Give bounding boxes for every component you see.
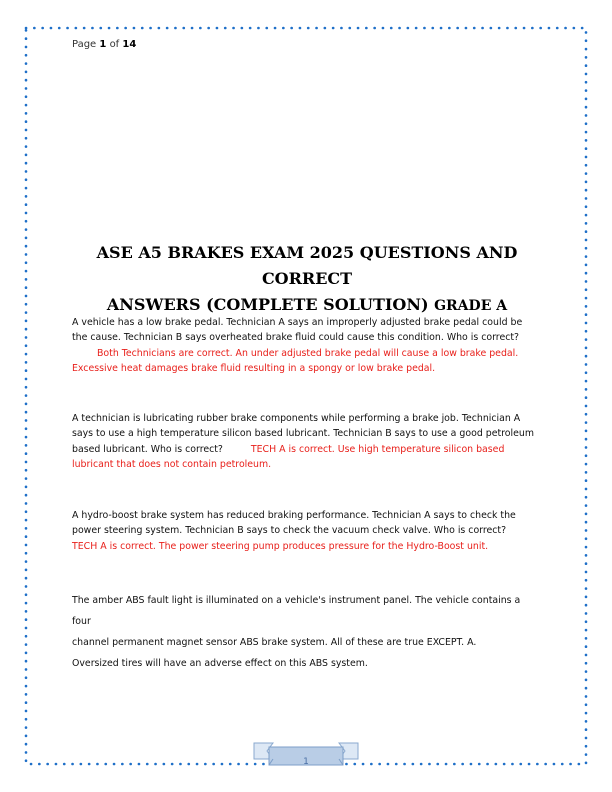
page-current: 1 — [99, 39, 107, 50]
question-block-4 — [72, 590, 540, 674]
question-line-1: The amber ABS fault light is illuminated on a vehicle's instrument panel. The vehicle contains a four — [72, 595, 521, 627]
question-line-2: channel permanent magnet sensor ABS brake system. All of these are true EXCEPT. A. — [72, 637, 477, 648]
question-block-1 — [72, 315, 540, 376]
title-line-2-text: ANSWERS (COMPLETE SOLUTION) — [106, 295, 429, 314]
question-block-3 — [72, 508, 540, 554]
question-line-3: Oversized tires will have an adverse effect on this ABS system. — [72, 658, 368, 669]
document-title — [72, 240, 542, 319]
page-word: Page — [72, 39, 97, 50]
question-block-2 — [72, 411, 540, 472]
footer-page-number: 1 — [303, 757, 309, 767]
answer-text: Both Technicians are correct. An under adjusted brake pedal will cause a low brake pedal. Excessive heat damages brake fluid resulting in a spongy or low brake pedal. — [72, 347, 519, 374]
grade-label: GRADE A — [434, 298, 508, 314]
answer-text: TECH A is correct. Use high temperature silicon based lubricant that does not contain petroleum. — [72, 443, 505, 470]
question-text: A hydro-boost brake system has reduced braking performance. Technician A says to check the power steering system. Technician B says to check the vacuum check valve. Who is correct? — [72, 510, 516, 537]
question-text: A technician is lubricating rubber brake components while performing a brake job. Technician A says to use a high temperature silicon based lubricant. Technician B says to use a good petroleum based lubricant. Who is correct? — [72, 413, 534, 455]
question-text: A vehicle has a low brake pedal. Technician A says an improperly adjusted brake pedal could be the cause. Technician B says overheated brake fluid could cause this condition. Who is correct? — [72, 317, 523, 344]
page-of-word: of — [109, 39, 120, 50]
answer-text: TECH A is correct. The power steering pump produces pressure for the Hydro-Boost unit. — [72, 540, 489, 552]
page-counter — [72, 39, 136, 50]
title-line-1: ASE A5 BRAKES EXAM 2025 QUESTIONS AND CORRECT — [96, 243, 518, 288]
page-total: 14 — [122, 39, 137, 50]
